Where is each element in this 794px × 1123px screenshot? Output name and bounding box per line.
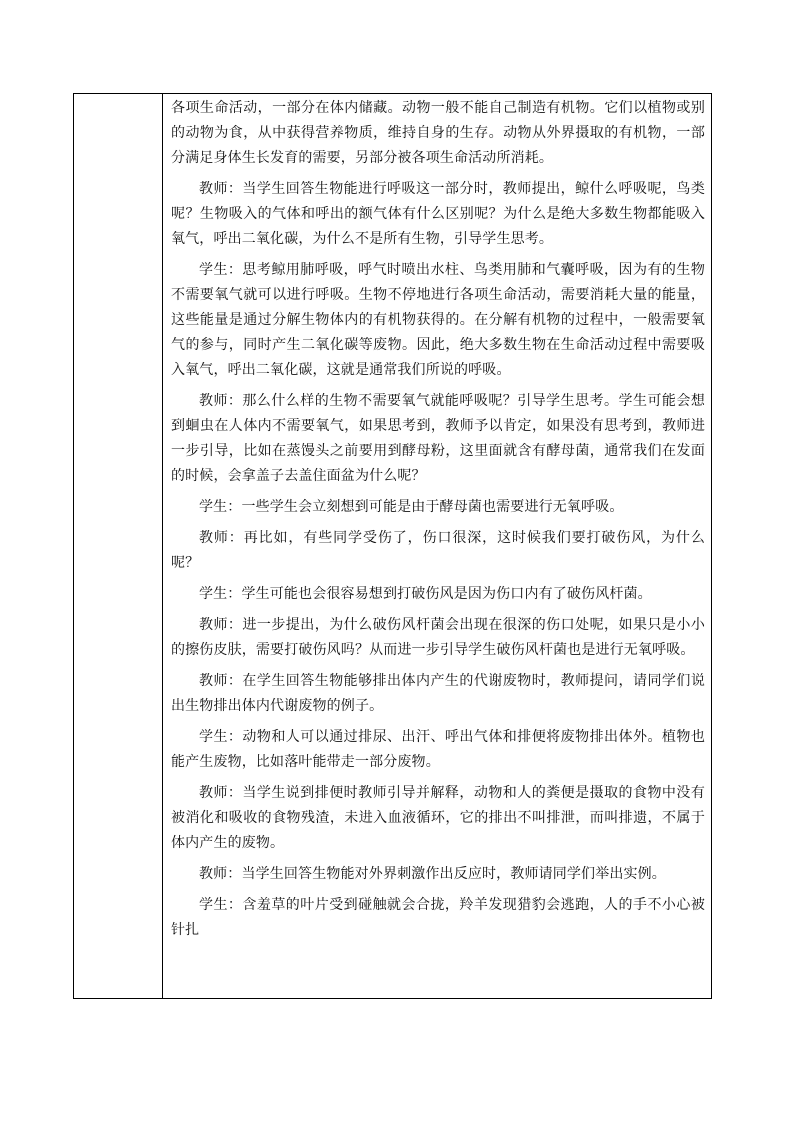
paragraph: 教师：那么什么样的生物不需要氧气就能呼吸呢？引导学生思考。学生可能会想到蛔虫在人体内不需要氧气，如果思考到，教师予以肯定，如果没有思考到，教师进一步引导，比如在蒸馒头之前要用到酵母粉，这里面就含有酵母菌，通常我们在发面的时候，会拿盖子去盖住面盆为什么呢？ xyxy=(171,393,705,484)
paragraph: 教师：进一步提出，为什么破伤风杆菌会出现在很深的伤口处呢，如果只是小小的擦伤皮肤，需要打破伤风吗？从而进一步引导学生破伤风杆菌也是进行无氧呼吸。 xyxy=(171,617,705,658)
paragraph: 学生：思考鲸用肺呼吸，呼气时喷出水柱、鸟类用肺和气囊呼吸，因为有的生物不需要氧气就可以进行呼吸。生物不停地进行各项生命活动，需要消耗大量的能量，这些能量是通过分解生物体内的有机物获得的。在分解有机物的过程中，一般需要氧气的参与，同时产生二氧化碳等废物。因此，绝大多数生物在生命活动过程中需要吸入氧气，呼出二氧化碳，这就是通常我们所说的呼吸。 xyxy=(171,262,705,378)
paragraph: 教师：当学生回答生物能进行呼吸这一部分时，教师提出，鲸什么呼吸呢，鸟类呢？生物吸入的气体和呼出的额气体有什么区别呢？为什么是绝大多数生物都能吸入氧气，呼出二氧化碳，为什么不是所有生物，引导学生思考。 xyxy=(171,181,705,247)
table-content-cell xyxy=(163,94,711,998)
paragraph: 教师：当学生回答生物能对外界刺激作出反应时，教师请同学们举出实例。 xyxy=(199,866,666,882)
paragraph: 学生：含羞草的叶片受到碰触就会合拢，羚羊发现猎豹会逃跑，人的手不小心被针扎 xyxy=(171,897,705,938)
paragraph: 教师：当学生说到排便时教师引导并解释，动物和人的粪便是摄取的食物中没有被消化和吸收的食物残渣，未进入血液循环，它的排出不叫排泄，而叫排遗，不属于体内产生的废物。 xyxy=(171,785,705,851)
paragraph: 学生：一些学生会立刻想到可能是由于酵母菌也需要进行无氧呼吸。 xyxy=(199,499,624,515)
paragraph: 教师：再比如，有些同学受伤了，伤口很深，这时候我们要打破伤风，为什么呢？ xyxy=(171,530,705,571)
lesson-table xyxy=(73,93,712,999)
paragraph: 教师：在学生回答生物能够排出体内产生的代谢废物时，教师提问，请同学们说出生物排出体内代谢废物的例子。 xyxy=(171,673,705,714)
paragraph: 学生：学生可能也会很容易想到打破伤风是因为伤口内有了破伤风杆菌。 xyxy=(199,586,652,602)
paragraph: 各项生命活动，一部分在体内储藏。动物一般不能自己制造有机物。它们以植物或别的动物为食，从中获得营养物质，维持自身的生存。动物从外界摄取的有机物，一部分满足身体生长发育的需要，另部分被各项生命活动所消耗。 xyxy=(171,100,705,166)
paragraph: 学生：动物和人可以通过排尿、出汗、呼出气体和排便将废物排出体外。植物也能产生废物，比如落叶能带走一部分废物。 xyxy=(171,729,705,770)
table-left-cell xyxy=(74,94,163,998)
